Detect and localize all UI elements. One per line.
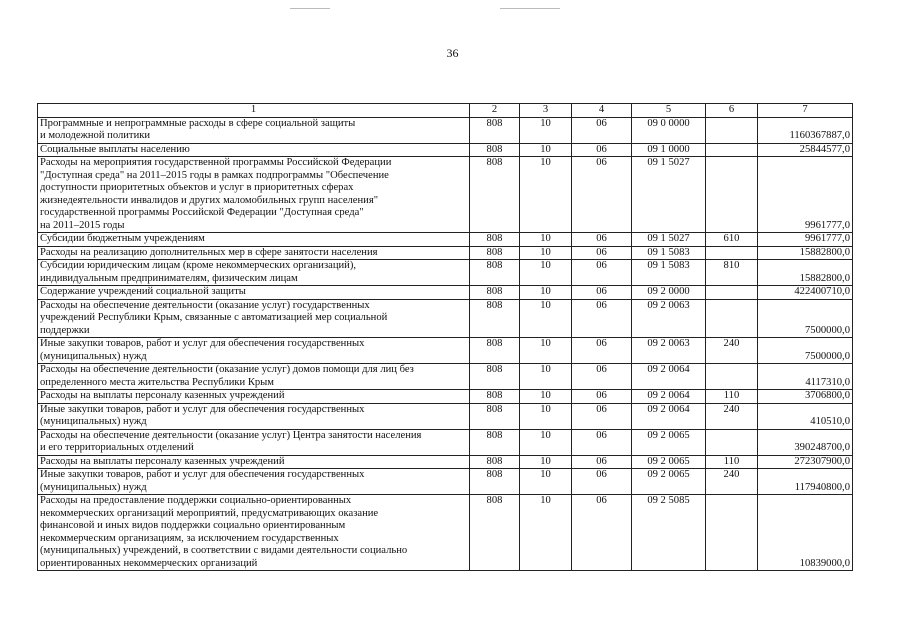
row-ved-code: 808 <box>470 299 520 338</box>
row-section-code: 10 <box>520 455 572 469</box>
row-section-code: 10 <box>520 390 572 404</box>
row-subsection-code: 06 <box>572 455 632 469</box>
row-subsection-code: 06 <box>572 233 632 247</box>
row-amount: 10839000,0 <box>758 495 853 571</box>
row-target-article: 09 1 0000 <box>632 143 706 157</box>
row-description: Субсидии бюджетным учреждениям <box>38 233 470 247</box>
row-target-article: 09 1 5083 <box>632 260 706 286</box>
row-description: Иные закупки товаров, работ и услуг для обеспечения государственных (муниципальных) нужд <box>38 338 470 364</box>
row-amount: 15882800,0 <box>758 246 853 260</box>
table-row <box>38 469 853 495</box>
table-row <box>38 495 853 571</box>
row-section-code: 10 <box>520 157 572 233</box>
row-subsection-code: 06 <box>572 429 632 455</box>
scan-mark <box>290 8 330 9</box>
row-expense-type: 810 <box>706 260 758 286</box>
budget-table <box>37 103 853 571</box>
row-target-article: 09 2 0000 <box>632 286 706 300</box>
row-section-code: 10 <box>520 299 572 338</box>
row-ved-code: 808 <box>470 143 520 157</box>
scan-mark <box>500 8 560 9</box>
row-ved-code: 808 <box>470 117 520 143</box>
row-amount: 3706800,0 <box>758 390 853 404</box>
row-expense-type: 110 <box>706 390 758 404</box>
row-ved-code: 808 <box>470 233 520 247</box>
row-target-article: 09 1 5027 <box>632 233 706 247</box>
row-subsection-code: 06 <box>572 299 632 338</box>
row-ved-code: 808 <box>470 157 520 233</box>
row-ved-code: 808 <box>470 286 520 300</box>
header-cell: 2 <box>470 104 520 118</box>
row-description: Расходы на реализацию дополнительных мер в сфере занятости населения <box>38 246 470 260</box>
row-amount: 117940800,0 <box>758 469 853 495</box>
row-description: Содержание учреждений социальной защиты <box>38 286 470 300</box>
row-amount: 9961777,0 <box>758 233 853 247</box>
header-cell: 5 <box>632 104 706 118</box>
row-description: Расходы на мероприятия государственной программы Российской Федерации "Доступная среда" на 2011–2015 годы в рамках подпрограммы "Обеспечение доступности приоритетных объектов и услуг в приоритетных сферах жизнедеятельности инвалидов и других маломобильных групп населения" государственной программы Российской Федерации "Доступная среда" на 2011–2015 годы <box>38 157 470 233</box>
row-subsection-code: 06 <box>572 246 632 260</box>
row-ved-code: 808 <box>470 469 520 495</box>
row-expense-type: 240 <box>706 338 758 364</box>
table-row <box>38 390 853 404</box>
row-subsection-code: 06 <box>572 495 632 571</box>
row-amount: 9961777,0 <box>758 157 853 233</box>
row-amount: 390248700,0 <box>758 429 853 455</box>
row-section-code: 10 <box>520 233 572 247</box>
header-cell: 1 <box>38 104 470 118</box>
row-ved-code: 808 <box>470 260 520 286</box>
row-expense-type <box>706 143 758 157</box>
table-row <box>38 299 853 338</box>
header-cell: 4 <box>572 104 632 118</box>
table-row <box>38 233 853 247</box>
header-cell: 6 <box>706 104 758 118</box>
row-subsection-code: 06 <box>572 143 632 157</box>
table-header-row <box>38 104 853 118</box>
row-target-article: 09 2 0065 <box>632 469 706 495</box>
table-row <box>38 260 853 286</box>
row-ved-code: 808 <box>470 364 520 390</box>
table-row <box>38 246 853 260</box>
row-target-article: 09 1 5027 <box>632 157 706 233</box>
row-ved-code: 808 <box>470 403 520 429</box>
row-description: Социальные выплаты населению <box>38 143 470 157</box>
row-target-article: 09 2 0063 <box>632 338 706 364</box>
row-ved-code: 808 <box>470 455 520 469</box>
row-section-code: 10 <box>520 117 572 143</box>
row-subsection-code: 06 <box>572 469 632 495</box>
row-description: Иные закупки товаров, работ и услуг для обеспечения государственных (муниципальных) нужд <box>38 403 470 429</box>
row-subsection-code: 06 <box>572 403 632 429</box>
table-row <box>38 338 853 364</box>
row-section-code: 10 <box>520 429 572 455</box>
table-row <box>38 364 853 390</box>
row-description: Субсидии юридическим лицам (кроме некоммерческих организаций), индивидуальным предпринимателям, физическим лицам <box>38 260 470 286</box>
row-expense-type <box>706 117 758 143</box>
row-subsection-code: 06 <box>572 364 632 390</box>
page-number: 36 <box>446 46 459 60</box>
row-subsection-code: 06 <box>572 338 632 364</box>
row-target-article: 09 1 5083 <box>632 246 706 260</box>
table-row <box>38 403 853 429</box>
row-target-article: 09 0 0000 <box>632 117 706 143</box>
row-description: Программные и непрограммные расходы в сфере социальной защиты и молодежной политики <box>38 117 470 143</box>
row-expense-type <box>706 157 758 233</box>
table-row <box>38 455 853 469</box>
row-target-article: 09 2 0063 <box>632 299 706 338</box>
table-row <box>38 117 853 143</box>
row-ved-code: 808 <box>470 390 520 404</box>
row-expense-type <box>706 299 758 338</box>
row-subsection-code: 06 <box>572 117 632 143</box>
row-amount: 422400710,0 <box>758 286 853 300</box>
header-cell: 3 <box>520 104 572 118</box>
row-expense-type <box>706 286 758 300</box>
table-row <box>38 286 853 300</box>
header-cell: 7 <box>758 104 853 118</box>
row-amount: 4117310,0 <box>758 364 853 390</box>
row-expense-type: 240 <box>706 469 758 495</box>
table-row <box>38 429 853 455</box>
row-description: Расходы на обеспечение деятельности (оказание услуг) государственных учреждений Республики Крым, связанные с автоматизацией мер социальной поддержки <box>38 299 470 338</box>
row-subsection-code: 06 <box>572 260 632 286</box>
row-amount: 25844577,0 <box>758 143 853 157</box>
row-ved-code: 808 <box>470 429 520 455</box>
row-target-article: 09 2 0065 <box>632 455 706 469</box>
row-target-article: 09 2 0064 <box>632 364 706 390</box>
row-expense-type <box>706 246 758 260</box>
row-target-article: 09 2 0064 <box>632 390 706 404</box>
row-subsection-code: 06 <box>572 286 632 300</box>
row-amount: 272307900,0 <box>758 455 853 469</box>
row-section-code: 10 <box>520 469 572 495</box>
row-amount: 1160367887,0 <box>758 117 853 143</box>
row-expense-type: 610 <box>706 233 758 247</box>
row-target-article: 09 2 5085 <box>632 495 706 571</box>
row-target-article: 09 2 0064 <box>632 403 706 429</box>
row-section-code: 10 <box>520 364 572 390</box>
row-description: Иные закупки товаров, работ и услуг для обеспечения государственных (муниципальных) нужд <box>38 469 470 495</box>
row-subsection-code: 06 <box>572 157 632 233</box>
row-section-code: 10 <box>520 143 572 157</box>
row-expense-type: 240 <box>706 403 758 429</box>
row-description: Расходы на выплаты персоналу казенных учреждений <box>38 455 470 469</box>
row-expense-type: 110 <box>706 455 758 469</box>
row-target-article: 09 2 0065 <box>632 429 706 455</box>
row-amount: 410510,0 <box>758 403 853 429</box>
row-section-code: 10 <box>520 338 572 364</box>
row-subsection-code: 06 <box>572 390 632 404</box>
row-ved-code: 808 <box>470 495 520 571</box>
table-row <box>38 143 853 157</box>
row-amount: 7500000,0 <box>758 299 853 338</box>
row-description: Расходы на обеспечение деятельности (оказание услуг) Центра занятости населения и его территориальных отделений <box>38 429 470 455</box>
row-amount: 15882800,0 <box>758 260 853 286</box>
row-ved-code: 808 <box>470 246 520 260</box>
row-description: Расходы на выплаты персоналу казенных учреждений <box>38 390 470 404</box>
row-section-code: 10 <box>520 286 572 300</box>
row-description: Расходы на обеспечение деятельности (оказание услуг) домов помощи для лиц без определенного места жительства Республики Крым <box>38 364 470 390</box>
row-section-code: 10 <box>520 260 572 286</box>
row-expense-type <box>706 495 758 571</box>
row-description: Расходы на предоставление поддержки социально-ориентированных некоммерческих организаций мероприятий, предусматривающих оказание финансовой и иных видов поддержки социально ориентированным некоммерческим организациям, за исключением государственных (муниципальных) учреждений, в соответствии с видами деятельности социально ориентированных некоммерческих организаций <box>38 495 470 571</box>
row-expense-type <box>706 429 758 455</box>
row-section-code: 10 <box>520 403 572 429</box>
row-section-code: 10 <box>520 246 572 260</box>
row-ved-code: 808 <box>470 338 520 364</box>
table-row <box>38 157 853 233</box>
row-section-code: 10 <box>520 495 572 571</box>
row-amount: 7500000,0 <box>758 338 853 364</box>
row-expense-type <box>706 364 758 390</box>
